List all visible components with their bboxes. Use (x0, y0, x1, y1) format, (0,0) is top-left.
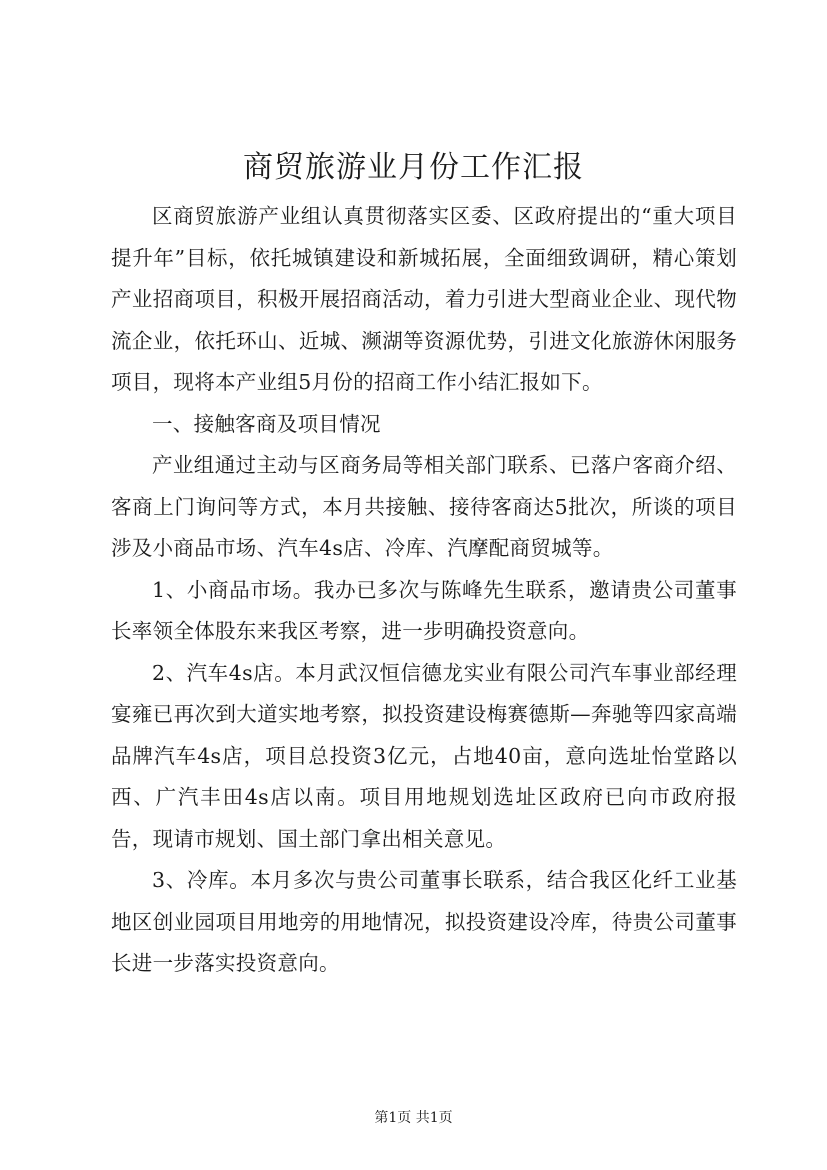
paragraph-item-3: 3、冷库。本月多次与贵公司董事长联系，结合我区化纤工业基地区创业园项目用地旁的用地情况，拟投资建设冷库，待贵公司董事长进一步落实投资意向。 (111, 868, 737, 975)
paragraph-intro: 区商贸旅游产业组认真贯彻落实区委、区政府提出的“重大项目提升年”目标，依托城镇建设和新城拓展，全面细致调研，精心策划产业招商项目，积极开展招商活动，着力引进大型商业企业、现代物流企业，依托环山、近城、濒湖等资源优势，引进文化旅游休闲服务项目，现将本产业组5月份的招商工作小结汇报如下。 (111, 204, 737, 394)
section-heading-1: 一、接触客商及项目情况 (152, 411, 381, 436)
paragraph-item-2: 2、汽车4s店。本月武汉恒信德龙实业有限公司汽车事业部经理宴雍已再次到大道实地考察，拟投资建设梅赛德斯—奔驰等四家高端品牌汽车4s店，项目总投资3亿元，占地40亩，意向选址怡堂路以西、广汽丰田4s店以南。项目用地规划选址区政府已向市政府报告，现请市规划、国土部门拿出相关意见。 (111, 660, 737, 851)
paragraph-item-1: 1、小商品市场。我办已多次与陈峰先生联系，邀请贵公司董事长率领全体股东来我区考察，进一步明确投资意向。 (111, 577, 737, 643)
paragraph-section-1: 产业组通过主动与区商务局等相关部门联系、已落户客商介绍、客商上门询问等方式，本月共接触、接待客商达5批次，所谈的项目涉及小商品市场、汽车4s店、冷库、汽摩配商贸城等。 (111, 453, 737, 560)
page-footer: 第1页 共1页 (374, 1110, 453, 1126)
document-title: 商贸旅游业月份工作汇报 (243, 150, 584, 185)
document-body (111, 196, 737, 985)
